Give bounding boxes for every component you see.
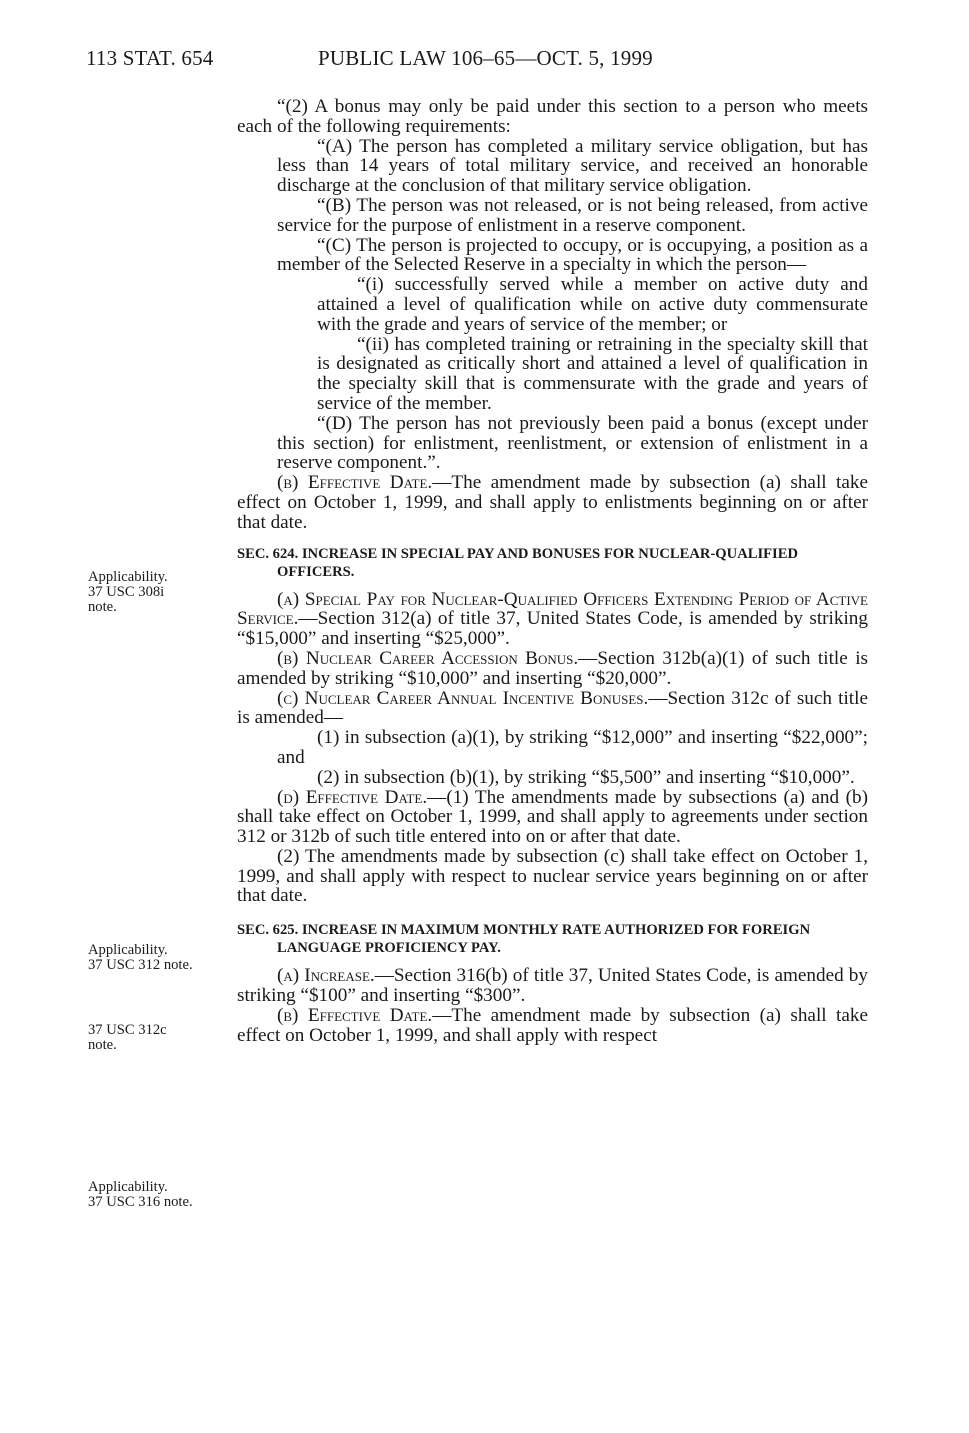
subsection-text: —Section 312c of such title is amended— [237, 687, 868, 729]
subsection-heading: (b) Nuclear Career Accession Bonus. [277, 647, 579, 669]
margin-note-citation: 37 USC 312 note. [88, 957, 193, 974]
subsection-text: —The amendment made by subsection (a) shall take effect on October 1, 1999, and shall apply with respect [237, 1004, 869, 1046]
margin-note-citation: 37 USC 316 note. [88, 1194, 193, 1211]
subsection-b-effective-date [237, 473, 868, 532]
sec624-subsection-a [237, 590, 868, 649]
section-625-heading: SEC. 625. INCREASE IN MAXIMUM MONTHLY RATE AUTHORIZED FOR FOREIGN LANGUAGE PROFICIENCY PAY. [237, 922, 811, 957]
subsection-heading: (a) Increase. [277, 965, 375, 987]
clause-2-C-ii: “(ii) has completed training or retraining in the specialty skill that is designated as critically short and attained a level of qualification in the specialty skill that is commensurate with the grade and years of service of the member. [317, 333, 868, 414]
paragraph-2-B: “(B) The person was not released, or is not being released, from active service for the purpose of enlistment in a reserve component. [277, 194, 868, 236]
subsection-heading: (b) Effective Date. [277, 1004, 433, 1026]
paragraph-2-A: “(A) The person has completed a military service obligation, but has less than 14 years of total military service, and received an honorable discharge at the conclusion of that military service obligation. [277, 135, 868, 197]
margin-note-308i [88, 570, 168, 616]
sec624-d-paragraph-2: (2) The amendments made by subsection (c) shall take effect on October 1, 1999, and shall apply with respect to nuclear service years beginning on or after that date. [237, 845, 868, 907]
margin-note-label: Applicability. [88, 569, 168, 585]
sec624-subsection-c [237, 689, 868, 729]
margin-note-label: Applicability. [88, 942, 168, 958]
subsection-text: —Section 312(a) of title 37, United States Code, is amended by striking “$15,000” and inserting “$25,000”. [237, 608, 868, 650]
paragraph-2: “(2) A bonus may only be paid under this section to a person who meets each of the following requirements: [237, 96, 868, 137]
clause-2-C-i: “(i) successfully served while a member on active duty and attained a level of qualification while on active duty commensurate with the grade and years of service of the member; or [317, 274, 868, 335]
margin-note-label: Applicability. [88, 1179, 168, 1195]
margin-note-suffix: note. [88, 1037, 117, 1054]
sec624-subsection-d [237, 788, 868, 847]
subsection-text: —Section 316(b) of title 37, United States Code, is amended by striking “$100” and inserting “$300”. [237, 965, 868, 1007]
subsection-heading: (d) Effective Date. [277, 786, 428, 808]
sec625-subsection-b [237, 1006, 868, 1046]
sec624-c-paragraph-2: (2) in subsection (b)(1), by striking “$5,500” and inserting “$10,000”. [317, 766, 855, 788]
margin-note-312c [88, 1023, 167, 1053]
sec624-c-paragraph-1: (1) in subsection (a)(1), by striking “$12,000” and inserting “$22,000”; and [277, 727, 868, 768]
margin-note-citation: 37 USC 312c [88, 1022, 167, 1038]
subsection-text: —The amendment made by subsection (a) shall take effect on October 1, 1999, and shall apply to enlistments beginning on or after that date. [237, 472, 869, 533]
subsection-heading: (c) Nuclear Career Annual Incentive Bonuses. [277, 687, 649, 709]
margin-note-suffix: note. [88, 599, 117, 616]
section-624-heading: SEC. 624. INCREASE IN SPECIAL PAY AND BONUSES FOR NUCLEAR-QUALIFIED OFFICERS. [237, 545, 799, 580]
body-text-column [237, 97, 868, 1045]
sec625-subsection-a [237, 966, 868, 1006]
page-number-header: 113 STAT. 654 [86, 46, 214, 70]
margin-note-citation: 37 USC 308i [88, 584, 165, 601]
subsection-heading: (a) Special Pay for Nuclear-Qualified Officers Extending Period of Active Service. [237, 588, 868, 630]
margin-note-312 [88, 943, 193, 973]
subsection-text: —(1) The amendments made by subsections (a) and (b) shall take effect on October 1, 1999, and shall apply to agreements under section 312 or 312b of such title entered into on or after that date. [237, 786, 869, 848]
subsection-text: —Section 312b(a)(1) of such title is amended by striking “$10,000” and inserting “$20,000”. [237, 647, 869, 689]
paragraph-2-C: “(C) The person is projected to occupy, or is occupying, a position as a member of the Selected Reserve in a specialty in which the person— [277, 234, 868, 276]
subsection-heading: (b) Effective Date. [277, 472, 433, 494]
sec624-subsection-b [237, 649, 868, 689]
paragraph-2-D: “(D) The person has not previously been paid a bonus (except under this section) for enlistment, reenlistment, or extension of enlistment in a reserve component.”. [277, 412, 868, 474]
margin-note-316 [88, 1180, 193, 1210]
public-law-header: PUBLIC LAW 106–65—OCT. 5, 1999 [318, 46, 653, 70]
